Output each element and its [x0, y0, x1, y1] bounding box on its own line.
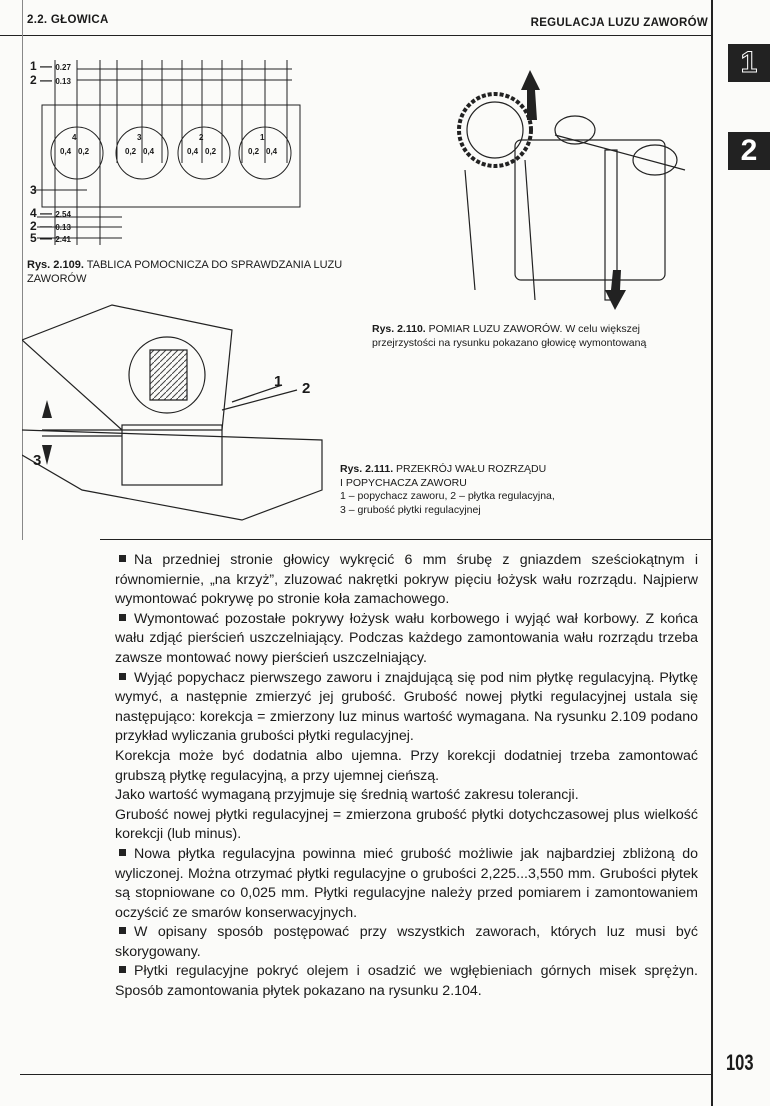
caption-label: Rys. 2.110.	[372, 323, 426, 335]
label: 5	[30, 231, 37, 245]
cyl-num: 4	[72, 133, 77, 142]
paragraph	[115, 786, 698, 806]
bullet-icon	[119, 927, 126, 934]
caption-text: PRZEKRÓJ WAŁU ROZRZĄDU	[393, 463, 547, 475]
value: 0.13	[55, 77, 71, 86]
bullet-icon	[119, 673, 126, 680]
paragraph	[115, 806, 698, 845]
value: 0.13	[55, 222, 71, 232]
paragraph-text: Jako wartość wymaganą przyjmuje się średnią wartość zakresu tolerancji.	[115, 787, 579, 804]
cyl-val: 0,2	[248, 147, 260, 156]
chapter-tab-2[interactable]: 2	[728, 132, 770, 170]
chapter-header: REGULACJA LUZU ZAWORÓW	[530, 17, 708, 29]
paragraph-text: Płytki regulacyjne pokryć olejem i osadzić we wgłębieniach górnych misek sprężyn. Sposób zamontowania płytek pokazano na rysunku 2.104.	[115, 963, 698, 1000]
fig-2-110-caption	[372, 322, 702, 350]
page-number: 103	[726, 1050, 754, 1075]
bullet-icon	[119, 555, 126, 562]
paragraph-text: Wymontować pozostałe pokrywy łożysk wału korbowego i wyjąć wał korbowy. Z końca wału zdjąć pierścień uszczelniający. Podczas każdego zamontowania wału rozrządu trzeba zawsze montować nowy pierścień uszczelniający.	[115, 610, 698, 666]
header-rule	[0, 35, 712, 36]
fig-2-111-caption	[340, 463, 700, 517]
paragraph-text: Wyjąć popychacz pierwszego zaworu i znajdującą się pod nim płytkę regulacyjną. Płytkę wymyć, a następnie zmierzyć jej grubość. Grubość nowej płytki regulacyjnej ustala się następująco: korekcja = zmierzony luz minus wartość wymagana. Na rysunku 2.109 podano przykład wyliczania grubości płytki regulacyjnej.	[115, 669, 698, 745]
top-labels: 1 — 0.27 2 — 0.13	[30, 59, 71, 87]
caption-text: I POPYCHACZA ZAWORU	[340, 476, 467, 489]
label-3: 3	[30, 183, 37, 197]
cyl-val: 0,2	[125, 147, 137, 156]
label: 2	[30, 73, 37, 87]
cyl-val: 0,4	[143, 147, 155, 156]
value: 2.41	[55, 235, 71, 244]
cyl-val: 0,2	[205, 147, 217, 156]
bullet-icon	[119, 849, 126, 856]
paragraph-text: Grubość nowej płytki regulacyjnej = zmierzona grubość płytki dotychczasowej plus wielkość korekcji (lub minus).	[115, 806, 698, 843]
value: 0.27	[55, 63, 71, 72]
cyl-num: 3	[137, 133, 142, 142]
bottom-labels: 4 — 2.54 2 — 0.13 5 — 2.41	[30, 206, 71, 245]
section-header: 2.2. GŁOWICA	[27, 14, 109, 26]
paragraph-text: W opisany sposób postępować przy wszystkich zaworach, których luz musi być skorygowany.	[115, 924, 698, 960]
paragraph	[115, 962, 698, 1001]
cyl-val: 0,4	[187, 147, 199, 156]
caption-label: Rys. 2.111.	[340, 463, 394, 475]
camshaft-cross-section-illustration	[22, 290, 342, 530]
label: 4	[30, 206, 37, 220]
paragraph	[115, 669, 698, 747]
caption-text: 3 – grubość płytki regulacyjnej	[340, 503, 481, 516]
camshaft-measurement-illustration	[455, 50, 700, 310]
bullet-icon	[119, 966, 126, 973]
cyl-val: 0,2	[78, 147, 90, 156]
paragraph-text: Korekcja może być dodatnia albo ujemna. Przy korekcji dodatniej trzeba zamontować grubszą płytkę regulacyjną, a przy ujemnej cieńszą.	[115, 747, 698, 784]
cyl-val: 0,4	[266, 147, 278, 156]
figure-divider	[100, 539, 712, 540]
cyl-val: 0,4	[60, 147, 72, 156]
bullet-icon	[119, 614, 126, 621]
label: 1	[30, 59, 37, 73]
label-2: 2	[302, 380, 311, 397]
label: 2	[30, 218, 37, 233]
value: 2.54	[55, 210, 71, 219]
footer-rule	[20, 1074, 712, 1075]
paragraph	[115, 845, 698, 923]
chapter-tab-1[interactable]: 1	[728, 44, 770, 82]
cylinder-labels	[60, 133, 300, 173]
caption-text: POMIAR LUZU ZAWORÓW. W celu większej	[425, 323, 641, 335]
caption-text: 1 – popychacz zaworu, 2 – płytka regulacyjna,	[340, 490, 555, 502]
caption-text: TABLICA POMOCNICZA DO SPRAWDZANIA LUZU ZAWORÓW	[27, 259, 343, 285]
paragraph	[115, 747, 698, 786]
margin-rule	[711, 0, 713, 1106]
label-1: 1	[274, 373, 283, 390]
cyl-num: 1	[260, 133, 265, 142]
paragraph	[115, 923, 698, 962]
paragraph-text: Na przedniej stronie głowicy wykręcić 6 mm śrubę z gniazdem sześciokątnym i równomiernie, „na krzyż”, zluzować nakrętki pokryw pięciu łożysk wału rozrządu. Najpierw wymontować pokrywę po stronie koła zamachowego.	[115, 552, 698, 608]
paragraph	[115, 551, 698, 610]
paragraph	[115, 610, 698, 669]
caption-text: przejrzystości na rysunku pokazano głowicę wymontowaną	[372, 337, 647, 349]
cyl-num: 2	[199, 133, 204, 142]
body-text	[115, 551, 698, 1002]
fig-2-109-caption	[27, 258, 377, 286]
paragraph-text: Nowa płytka regulacyjna powinna mieć grubość możliwie jak najbardziej zbliżoną do wyliczonej. Można otrzymać płytki regulacyjne o grubości 2,225...3,550 mm. Grubości płytek są stopniowane co 0,025 mm. Płytki regulacyjne należy przed pomiarem i zamontowaniem oczyścić ze smarów konserwacyjnych.	[115, 845, 698, 921]
caption-label: Rys. 2.109.	[27, 259, 84, 271]
label-3: 3	[33, 452, 42, 469]
